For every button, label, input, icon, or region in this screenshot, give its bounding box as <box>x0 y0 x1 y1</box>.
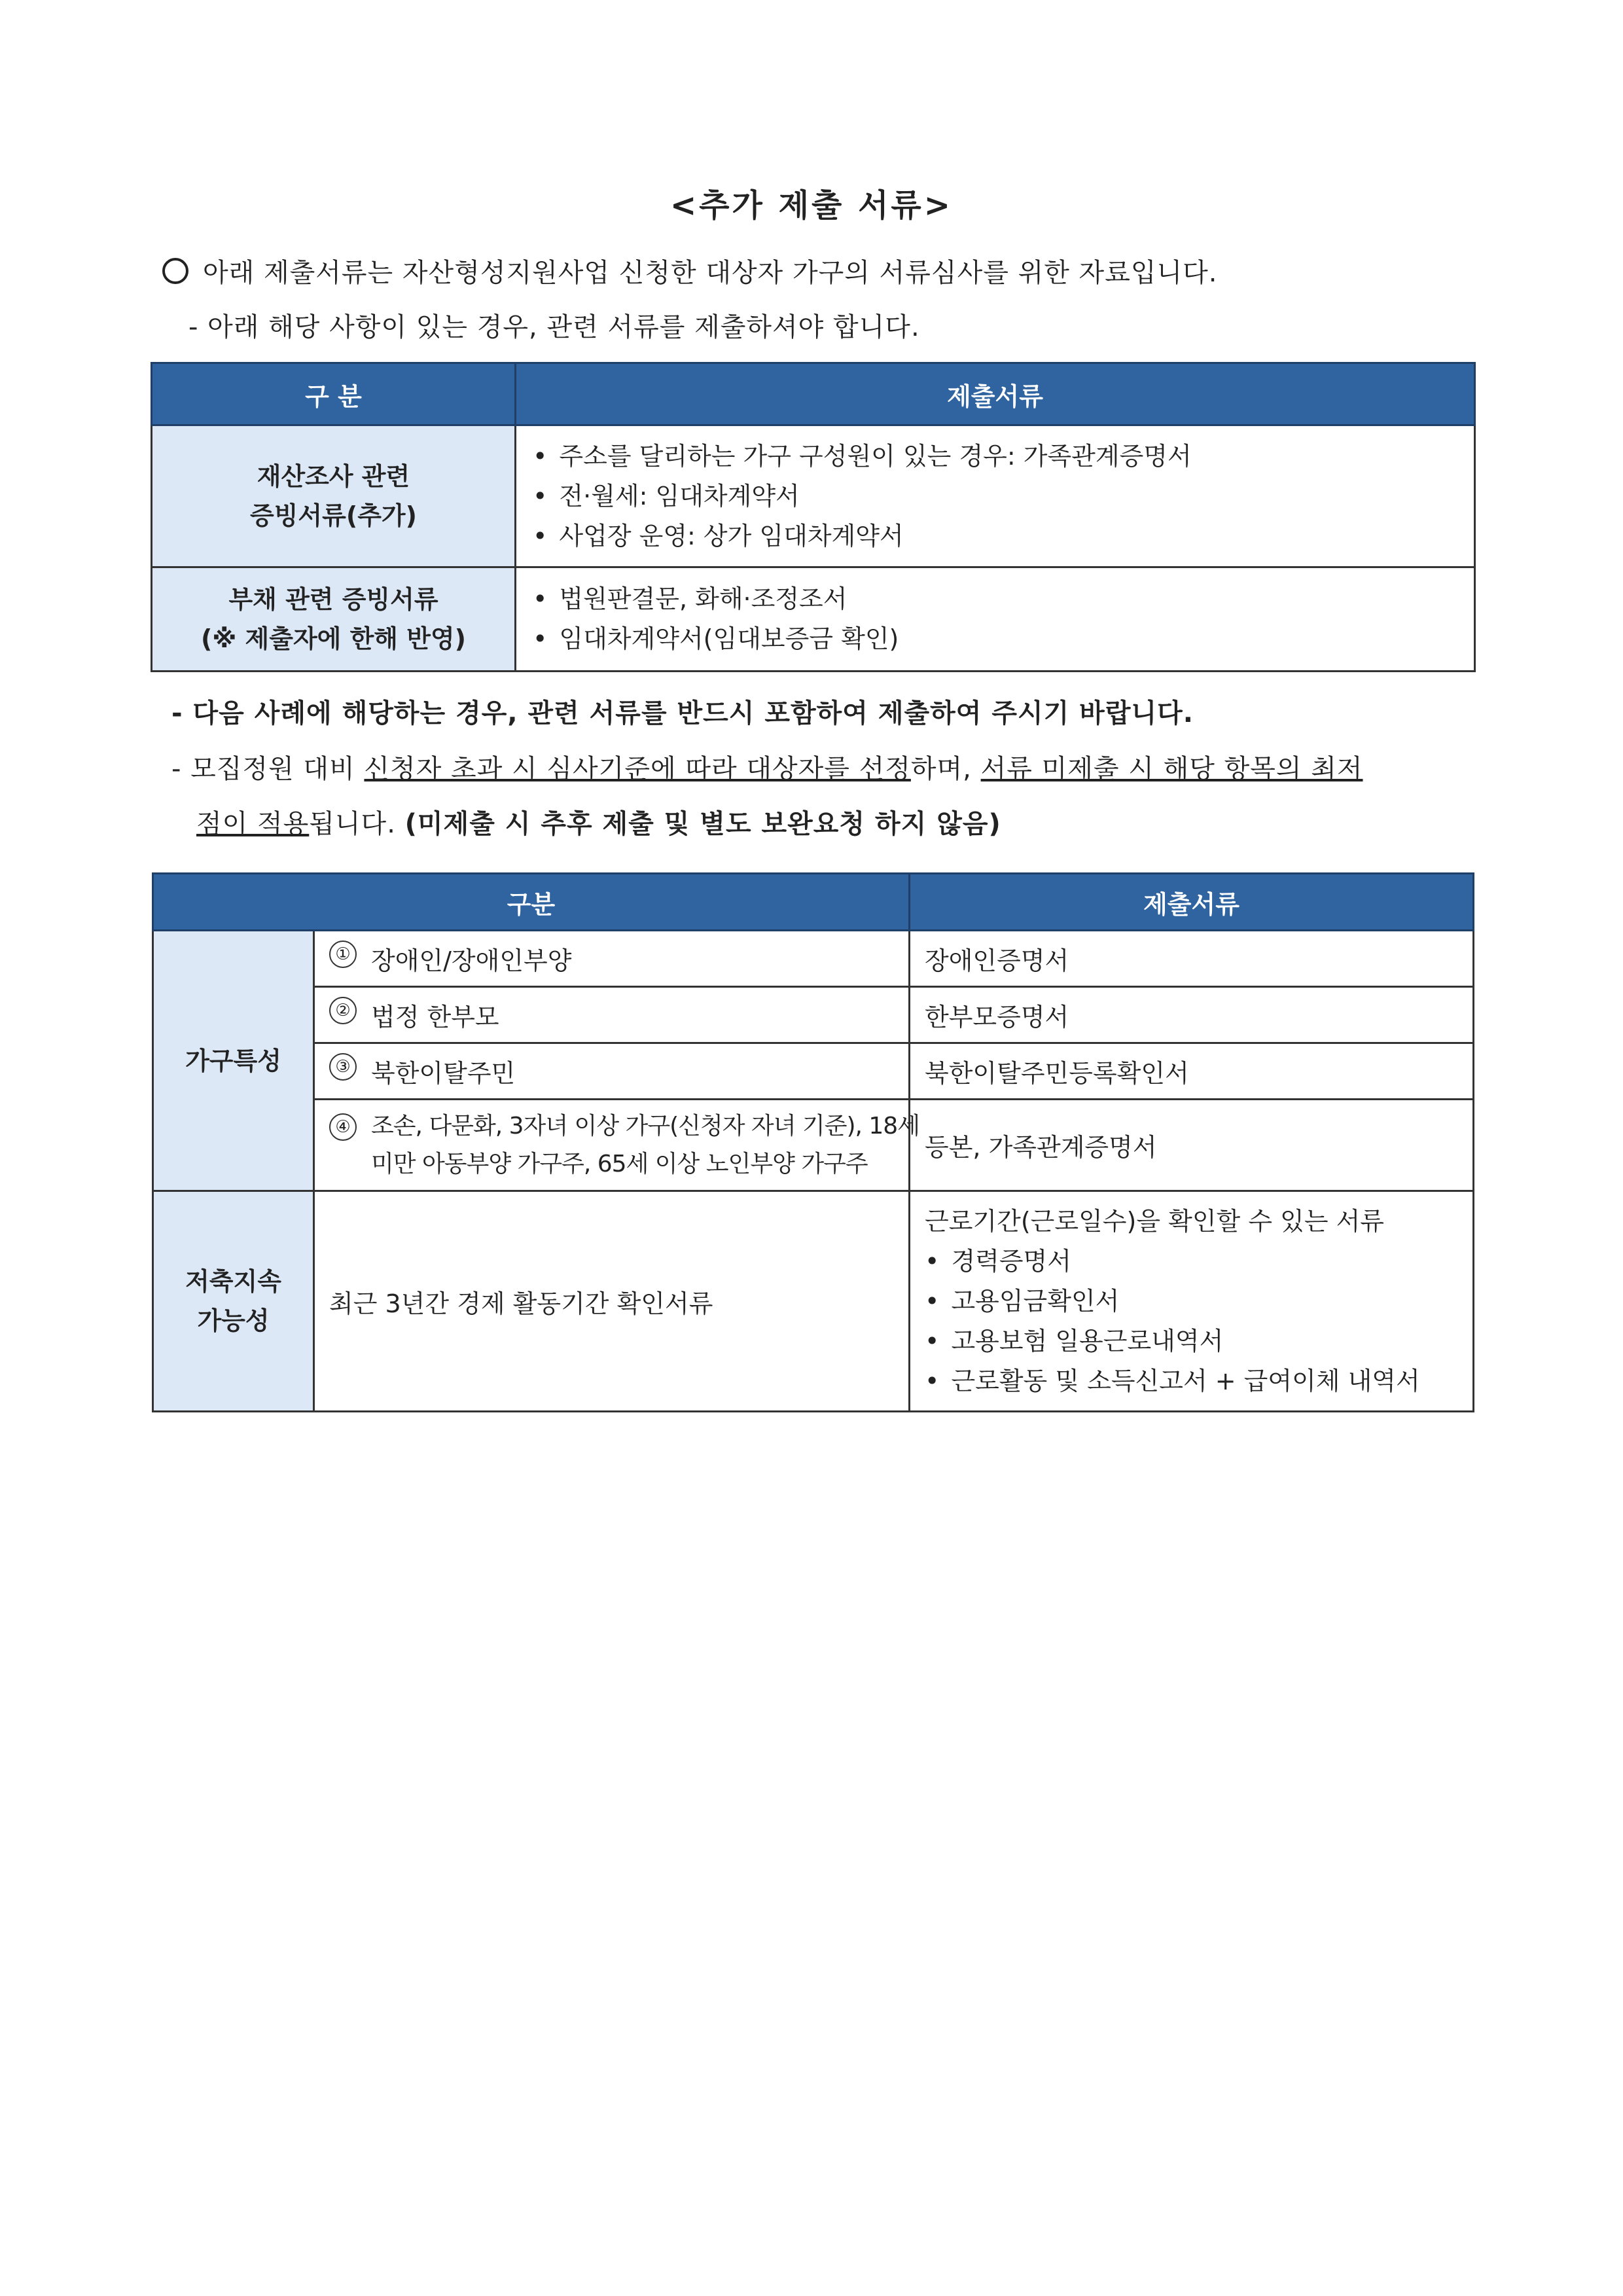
document-cell <box>910 1191 1474 1412</box>
documents-cell <box>516 425 1475 567</box>
table-row <box>153 987 1474 1043</box>
notice-text: 됩니다. <box>309 809 405 839</box>
table-row <box>153 1191 1474 1412</box>
notice-text: - 모집정원 대비 <box>171 754 365 784</box>
item-cell <box>314 987 910 1043</box>
table2-header-documents: 제출서류 <box>910 874 1474 931</box>
circled-number: ② <box>329 997 357 1024</box>
circled-number: ④ <box>329 1113 357 1141</box>
notice-underlined-text: 신청자 초과 시 심사기준에 따라 대상자를 선정 <box>364 754 911 784</box>
category-cell <box>152 425 516 567</box>
list-item: • 사업장 운영: 상가 임대차계약서 <box>533 516 1473 556</box>
intro-line-2: - 아래 해당 사항이 있는 경우, 관련 서류를 제출하셔야 합니다. <box>188 312 920 342</box>
item-cell <box>314 1043 910 1100</box>
notice-bold-text: (미제출 시 추후 제출 및 별도 보완요청 하지 않음) <box>404 809 1001 839</box>
property-debt-documents-table <box>151 362 1476 672</box>
intro-line-1-text: 아래 제출서류는 자산형성지원사업 신청한 대상자 가구의 서류심사를 위한 자료입니다. <box>203 258 1218 288</box>
list-item: • 주소를 달리하는 가구 구성원이 있는 경우: 가족관계증명서 <box>533 437 1473 476</box>
circle-bullet-icon <box>162 258 188 284</box>
category-cell: 가구특성 <box>153 931 314 1191</box>
table2-header-category: 구분 <box>153 874 910 931</box>
item-cell <box>314 931 910 987</box>
table-row <box>152 425 1475 567</box>
required-notice: - 다음 사례에 해당하는 경우, 관련 서류를 반드시 포함하여 제출하여 주시기 바랍니다. <box>171 698 1194 728</box>
intro-line-1 <box>162 252 1217 289</box>
document-cell: 한부모증명서 <box>910 987 1474 1043</box>
category-label: 증빙서류(추가) <box>250 501 417 530</box>
list-item: • 법원판결문, 화해·조정조서 <box>533 579 1473 619</box>
selection-notice-line-2 <box>196 803 1001 840</box>
item-cell <box>314 1100 919 1191</box>
table-row <box>153 931 1474 987</box>
category-label: 부채 관련 증빙서류 <box>228 585 438 614</box>
page-title: <추가 제출 서류> <box>669 187 954 224</box>
list-item: • 임대차계약서(임대보증금 확인) <box>533 619 1473 659</box>
notice-underlined-text: 점이 적용 <box>196 809 310 839</box>
category-label: 가능성 <box>197 1306 270 1335</box>
documents-cell <box>516 567 1475 672</box>
category-label: (※ 제출자에 한해 반영) <box>200 624 467 653</box>
table-row <box>153 1043 1474 1100</box>
item-label: 조손, 다문화, 3자녀 이상 가구(신청자 자녀 기준), 18세 <box>371 1112 919 1139</box>
selection-notice-line-1 <box>171 748 1363 785</box>
category-label: 재산조사 관련 <box>257 462 410 491</box>
list-item: • 경력증명서 <box>925 1242 1472 1282</box>
document-cell: 등본, 가족관계증명서 <box>910 1100 1474 1191</box>
item-cell: 최근 3년간 경제 활동기간 확인서류 <box>314 1191 910 1412</box>
circled-number: ① <box>329 941 357 968</box>
list-item: • 고용임금확인서 <box>925 1282 1472 1321</box>
list-item: • 근로활동 및 소득신고서 + 급여이체 내역서 <box>925 1361 1472 1401</box>
notice-text: 하며, <box>910 754 981 784</box>
list-item: • 고용보험 일용근로내역서 <box>925 1321 1472 1361</box>
item-label: 북한이탈주민 <box>371 1059 516 1088</box>
documents-lead: 근로기간(근로일수)을 확인할 수 있는 서류 <box>925 1206 1385 1236</box>
category-cell <box>153 1191 314 1412</box>
category-cell <box>152 567 516 672</box>
circled-number: ③ <box>329 1053 357 1081</box>
table-row <box>153 1100 1474 1191</box>
category-label: 저축지속 <box>185 1267 281 1296</box>
item-label: 법정 한부모 <box>371 1003 499 1031</box>
notice-underlined-text: 서류 미제출 시 해당 항목의 최저 <box>980 754 1363 784</box>
list-item: • 전·월세: 임대차계약서 <box>533 476 1473 516</box>
item-label: 미만 아동부양 가구주, 65세 이상 노인부양 가구주 <box>371 1150 868 1177</box>
table1-header-category: 구 분 <box>152 363 516 425</box>
document-cell: 북한이탈주민등록확인서 <box>910 1043 1474 1100</box>
item-label: 장애인/장애인부양 <box>371 946 572 975</box>
table-row <box>152 567 1475 672</box>
document-cell: 장애인증명서 <box>910 931 1474 987</box>
table1-header-documents: 제출서류 <box>516 363 1475 425</box>
case-documents-table <box>152 872 1474 1412</box>
